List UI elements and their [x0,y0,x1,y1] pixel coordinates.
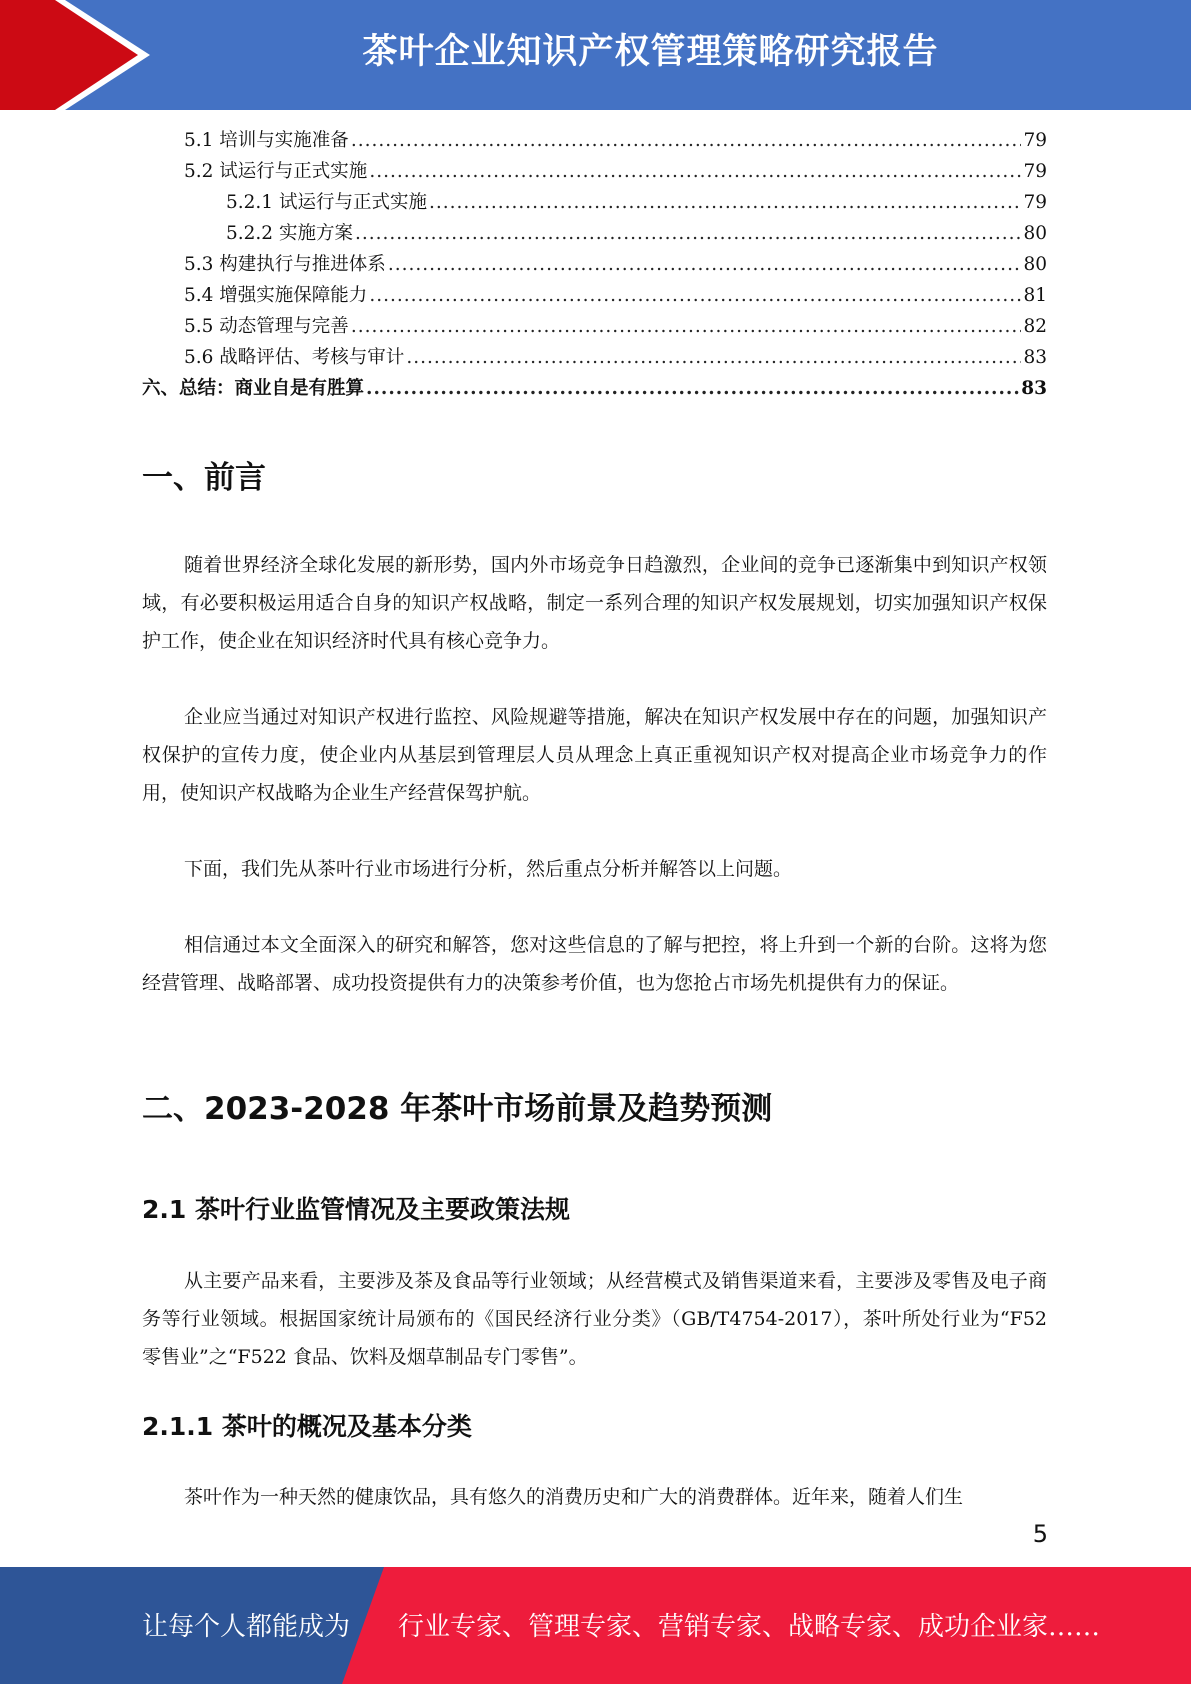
toc-entry-page: 81 [1023,285,1047,306]
toc-entry[interactable] [142,188,1047,219]
subsection-heading: 2.1 茶叶行业监管情况及主要政策法规 [142,1195,570,1224]
paragraph: 相信通过本文全面深入的研究和解答，您对这些信息的了解与把控，将上升到一个新的台阶。这将为您经营管理、战略部署、成功投资提供有力的决策参考价值，也为您抢占市场先机提供有力的保证。 [142,934,1047,994]
page-header [0,0,1191,110]
toc-entry[interactable] [142,281,1047,312]
toc-entry-page: 80 [1023,223,1047,244]
toc-entry-page: 82 [1023,316,1047,337]
toc-entry-label: 5.3 构建执行与推进体系 [184,254,386,275]
subsection-heading: 2.1.1 茶叶的概况及基本分类 [142,1412,472,1441]
toc-entry[interactable] [142,250,1047,281]
toc-entry-page: 79 [1023,130,1047,151]
toc-entry-chapter[interactable] [142,374,1047,405]
toc-entry-label: 5.1 培训与实施准备 [184,130,349,151]
section-heading-market-forecast: 二、2023-2028 年茶叶市场前景及趋势预测 [142,1091,773,1127]
header-chevron-decoration [0,0,160,110]
toc-entry-page: 83 [1023,347,1047,368]
toc-entry[interactable] [142,343,1047,374]
toc-entry[interactable] [142,126,1047,157]
toc-entry-label: 5.2 试运行与正式实施 [184,161,368,182]
footer-slogan-left: 让每个人都能成为 [142,1612,351,1642]
toc-entry-label: 5.4 增强实施保障能力 [184,285,368,306]
toc-entry-label: 5.2.1 试运行与正式实施 [226,192,427,213]
toc-entry[interactable] [142,157,1047,188]
footer-slogan-right: 行业专家、管理专家、营销专家、战略专家、成功企业家…… [398,1612,1101,1642]
toc-entry-page: 79 [1023,192,1047,213]
report-title: 茶叶企业知识产权管理策略研究报告 [362,32,939,72]
toc-entry-page: 79 [1023,161,1047,182]
paragraph: 从主要产品来看，主要涉及茶及食品等行业领域；从经营模式及销售渠道来看，主要涉及零售及电子商务等行业领域。根据国家统计局颁布的《国民经济行业分类》（GB/T4754-2017），茶叶所处行业为“F52 零售业”之“F522 食品、饮料及烟草制品专门零售”。 [142,1270,1047,1368]
paragraph: 茶叶作为一种天然的健康饮品，具有悠久的消费历史和广大的消费群体。近年来，随着人们生 [184,1486,964,1508]
page-footer [0,1567,1191,1684]
table-of-contents [142,126,1047,405]
toc-entry[interactable] [142,219,1047,250]
page-number: 5 [1032,1520,1048,1548]
paragraph: 企业应当通过对知识产权进行监控、风险规避等措施，解决在知识产权发展中存在的问题，加强知识产权保护的宣传力度，使企业内从基层到管理层人员从理念上真正重视知识产权对提高企业市场竞争力的作用，使知识产权战略为企业生产经营保驾护航。 [142,706,1047,804]
toc-entry[interactable] [142,312,1047,343]
toc-entry-label: 5.6 战略评估、考核与审计 [184,347,405,368]
paragraph: 下面，我们先从茶叶行业市场进行分析，然后重点分析并解答以上问题。 [184,858,793,880]
paragraph: 随着世界经济全球化发展的新形势，国内外市场竞争日趋激烈，企业间的竞争已逐渐集中到知识产权领域，有必要积极运用适合自身的知识产权战略，制定一系列合理的知识产权发展规划，切实加强知识产权保护工作，使企业在知识经济时代具有核心竞争力。 [142,554,1047,652]
toc-entry-page: 83 [1021,378,1047,399]
toc-entry-label: 5.5 动态管理与完善 [184,316,349,337]
toc-entry-label: 六、总结：商业自是有胜算 [142,378,365,399]
toc-entry-label: 5.2.2 实施方案 [226,223,353,244]
toc-entry-page: 80 [1023,254,1047,275]
section-heading-preface: 一、前言 [142,460,266,496]
